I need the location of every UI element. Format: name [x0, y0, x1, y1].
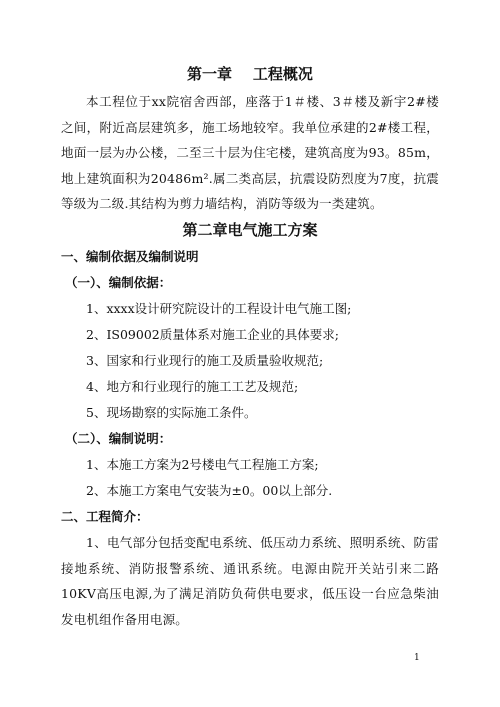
list-item: 2、本施工方案电气安装为±0。00以上部分.: [86, 482, 333, 498]
list-item: 1、xxxx设计研究院设计的工程设计电气施工图;: [86, 300, 352, 316]
section-2-paragraph: 1、电气部分包括变配电系统、低压动力系统、照明系统、防雷接地系统、消防报警系统、通讯系统。电源由院开关站引来二路10KV高压电源,为了满足消防负荷供电要求，低压设一台应急柴油发电机组作备用电源。: [61, 534, 439, 627]
chapter-1-title: 第一章 工程概况: [187, 65, 313, 83]
chapter-2-title: 第二章电气施工方案: [182, 220, 318, 239]
chapter-1-paragraph: 本工程位于xx院宿舍西部，座落于1＃楼、3＃楼及新宇2#楼之间，附近高层建筑多，施工场地较窄。我单位承建的2#楼工程，地面一层为办公楼，二至三十层为住宅楼，建筑高度为93。85m，地上建筑面积为20486m².属二类高层，抗震设防烈度为7度，抗震等级为二级.其结构为剪力墙结构，消防等级为一类建筑。: [61, 94, 439, 212]
page-number: 1: [414, 653, 420, 663]
list-item: 2、IS09002质量体系对施工企业的具体要求;: [86, 326, 339, 342]
basis-list: [61, 296, 439, 426]
list-item: 3、国家和行业现行的施工及质量验收规范;: [86, 352, 324, 368]
subsection-2-heading: （二）、编制说明：: [65, 430, 172, 446]
subsection-1-heading: （一）、编制依据：: [65, 274, 172, 290]
document-body: [61, 64, 439, 632]
list-item: 1、本施工方案为2号楼电气工程施工方案;: [86, 456, 319, 472]
notes-list: [61, 452, 439, 504]
section-2-heading: 二、工程简介：: [61, 508, 149, 524]
section-1-heading: 一、编制依据及编制说明: [61, 248, 199, 264]
list-item: 5、现场勘察的实际施工条件。: [86, 404, 257, 420]
list-item: 4、地方和行业现行的施工工艺及规范;: [86, 378, 299, 394]
